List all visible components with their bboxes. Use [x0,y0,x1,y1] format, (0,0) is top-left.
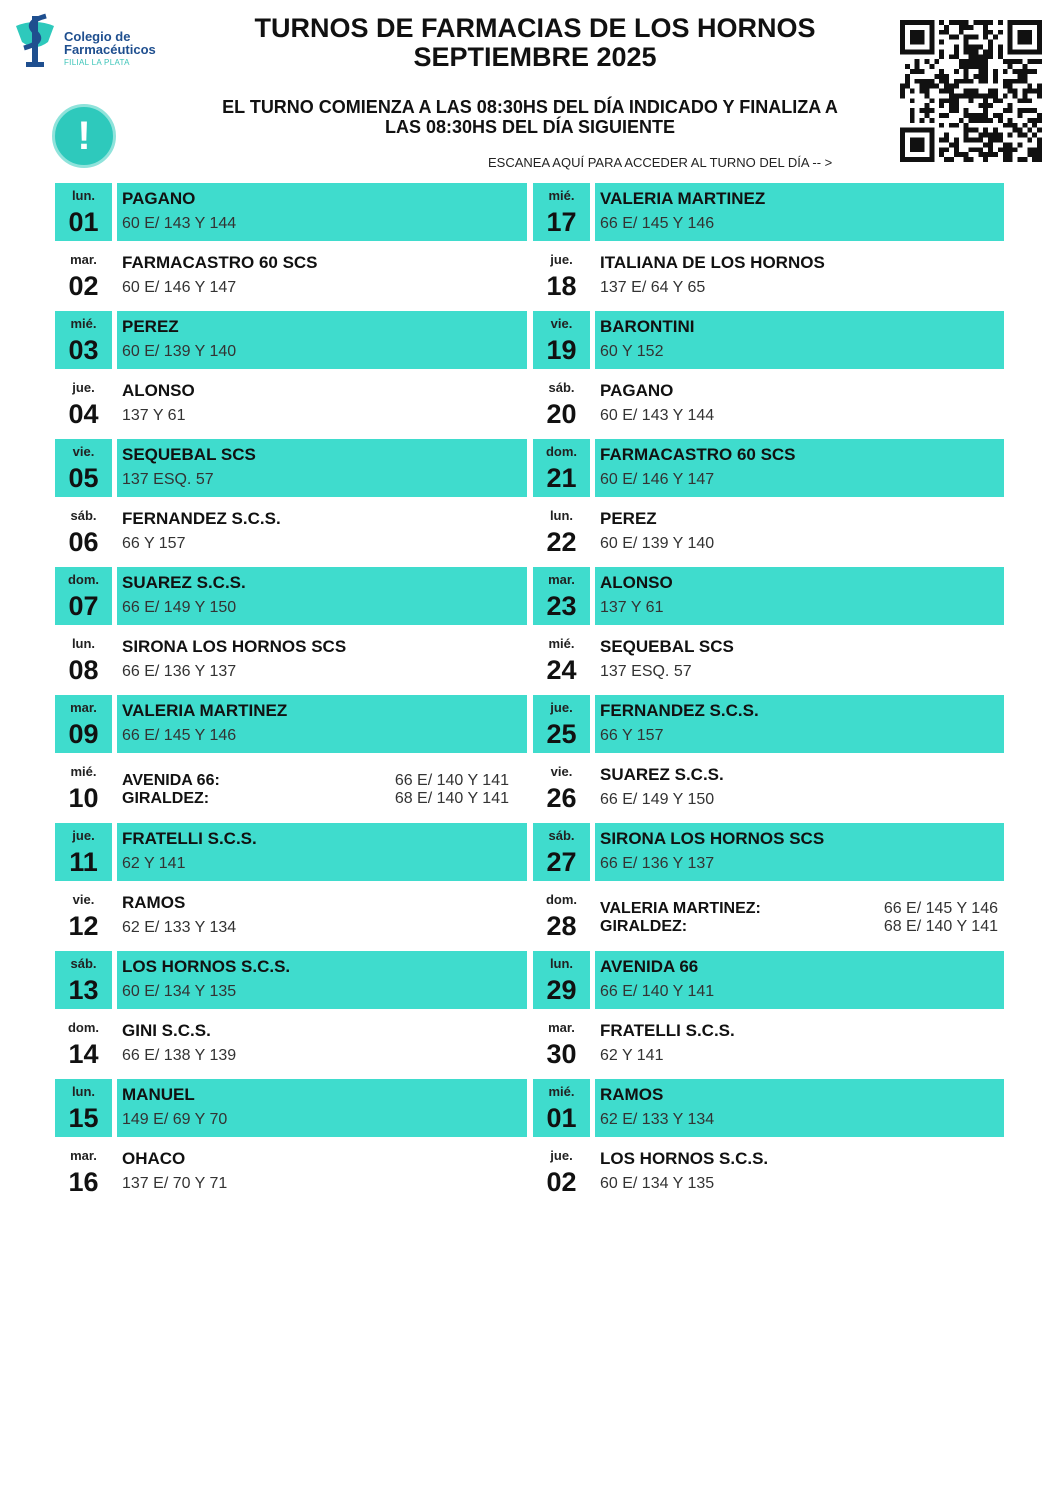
date-box [533,247,590,305]
date-box [533,1079,590,1137]
date-box [533,887,590,945]
weekday-label: mar. [548,1020,575,1035]
day-number: 23 [546,591,577,621]
qr-code-icon[interactable] [900,20,1042,162]
pharmacy-info [595,311,1004,369]
date-box [55,1143,112,1201]
notice-line-2: LAS 08:30HS DEL DÍA SIGUIENTE [384,117,676,137]
day-number: 02 [546,1167,577,1197]
pharmacy-name: SEQUEBAL SCS [600,637,734,656]
day-number: 01 [546,1103,577,1133]
pharmacy-name: SIRONA LOS HORNOS SCS [122,637,347,656]
pharmacy-address: 60 E/ 146 Y 147 [600,471,715,488]
title-line-2: SEPTIEMBRE 2025 [413,42,657,72]
pharmacy-name: GIRALDEZ: [122,790,210,807]
pharmacy-address: 66 E/ 136 Y 137 [600,855,715,872]
day-number: 05 [68,463,99,493]
date-box [55,183,112,241]
pharmacy-info [595,503,1004,561]
left-column [55,183,527,1207]
weekday-label: dom. [545,892,578,907]
weekday-label: jue. [72,828,95,843]
date-box [55,887,112,945]
pharmacy-address: 62 E/ 133 Y 134 [122,919,237,936]
pharmacy-info [117,823,527,881]
pharmacy-address: 137 E/ 64 Y 65 [600,279,706,296]
pharmacy-name: AVENIDA 66: [122,772,220,789]
pharmacy-name: BARONTINI [600,317,695,336]
schedule-row [55,1143,527,1201]
weekday-label: mié. [70,316,97,331]
pharmacy-name: OHACO [122,1149,186,1168]
day-number: 30 [546,1039,577,1069]
day-number: 24 [546,655,577,685]
pharmacy-address: 66 E/ 149 Y 150 [600,791,715,808]
date-box [55,567,112,625]
date-box [55,823,112,881]
pharmacy-line [122,772,519,790]
weekday-label: lun. [71,1084,96,1099]
date-box [533,311,590,369]
alert-icon: ! [52,104,116,168]
pharmacy-line [600,918,996,936]
pharmacy-list [600,900,996,936]
pharmacy-info [595,823,1004,881]
pharmacy-name: SIRONA LOS HORNOS SCS [600,829,825,848]
weekday-label: mié. [548,1084,575,1099]
pharmacy-info [595,1143,1004,1201]
schedule-row [55,439,527,497]
weekday-label: mié. [548,636,575,651]
weekday-label: mié. [70,764,97,779]
date-box [533,439,590,497]
caduceus-logo-icon [10,12,60,70]
pharmacy-address: 137 Y 61 [122,407,186,424]
date-box [533,823,590,881]
weekday-label: sáb. [548,380,575,395]
pharmacy-info [595,951,1004,1009]
date-box [55,311,112,369]
pharmacy-info [595,183,1004,241]
day-number: 22 [546,527,577,557]
pharmacy-address: 60 E/ 139 Y 140 [600,535,715,552]
day-number: 17 [546,207,577,237]
day-number: 12 [68,911,99,941]
pharmacy-address: 66 Y 157 [122,535,186,552]
date-box [55,439,112,497]
day-number: 21 [546,463,577,493]
pharmacy-name: GINI S.C.S. [122,1021,211,1040]
schedule-row [55,311,527,369]
schedule-row [533,951,1004,1009]
day-number: 29 [546,975,577,1005]
pharmacy-info [117,631,527,689]
date-box [55,759,112,817]
pharmacy-info [117,951,527,1009]
weekday-label: vie. [72,892,95,907]
schedule-row [533,375,1004,433]
page-title [200,14,870,72]
pharmacy-name: LOS HORNOS S.C.S. [122,957,291,976]
pharmacy-info [117,311,527,369]
pharmacy-name: ALONSO [122,381,195,400]
day-number: 16 [68,1167,99,1197]
logo-line-3: FILIAL LA PLATA [64,58,130,67]
schedule-row [533,439,1004,497]
pharmacy-name: PEREZ [122,317,179,336]
pharmacy-name: MANUEL [122,1085,195,1104]
pharmacy-name: PAGANO [122,189,196,208]
date-box [55,247,112,305]
pharmacy-info [595,631,1004,689]
pharmacy-list [122,772,519,808]
pharmacy-name: VALERIA MARTINEZ [122,701,288,720]
weekday-label: lun. [549,956,574,971]
pharmacy-address: 66 E/ 140 Y 141 [600,983,715,1000]
pharmacy-info [595,1015,1004,1073]
day-number: 09 [68,719,99,749]
schedule-row [55,183,527,241]
schedule-row [533,247,1004,305]
weekday-label: vie. [550,316,573,331]
schedule-row [533,887,1004,945]
pharmacy-address: 60 E/ 143 Y 144 [600,407,715,424]
pharmacy-info [117,1079,527,1137]
day-number: 06 [68,527,99,557]
schedule-row [55,1015,527,1073]
pharmacy-info [595,695,1004,753]
day-number: 04 [68,399,99,429]
day-number: 01 [68,207,99,237]
day-number: 28 [546,911,577,941]
day-number: 14 [68,1039,99,1069]
schedule-notice [185,97,875,137]
day-number: 11 [69,847,98,877]
pharmacy-name: SUAREZ S.C.S. [122,573,246,592]
pharmacy-address: 62 E/ 133 Y 134 [600,1111,715,1128]
date-box [55,1015,112,1073]
day-number: 18 [546,271,577,301]
pharmacy-name: PAGANO [600,381,674,400]
date-box [55,503,112,561]
pharmacy-address: 62 Y 141 [122,855,186,872]
pharmacy-address: 66 E/ 145 Y 146 [122,727,237,744]
schedule-row [55,823,527,881]
pharmacy-name: FRATELLI S.C.S. [122,829,257,848]
pharmacy-address: 66 E/ 138 Y 139 [122,1047,237,1064]
day-number: 13 [68,975,99,1005]
day-number: 25 [546,719,577,749]
weekday-label: dom. [545,444,578,459]
weekday-label: lun. [549,508,574,523]
date-box [55,375,112,433]
pharmacy-info [117,247,527,305]
pharmacy-name: FERNANDEZ S.C.S. [122,509,281,528]
day-number: 19 [546,335,577,365]
weekday-label: jue. [550,1148,573,1163]
pharmacy-name: LOS HORNOS S.C.S. [600,1149,769,1168]
pharmacy-name: FRATELLI S.C.S. [600,1021,735,1040]
pharmacy-address: 66 E/ 149 Y 150 [122,599,237,616]
schedule-row [533,1015,1004,1073]
pharmacy-address: 66 E/ 136 Y 137 [122,663,237,680]
scan-instruction: ESCANEA AQUÍ PARA ACCEDER AL TURNO DEL DÍA -- > [488,155,833,170]
weekday-label: jue. [72,380,95,395]
day-number: 15 [68,1103,99,1133]
pharmacy-info [117,567,527,625]
day-number: 02 [68,271,99,301]
schedule-row [533,631,1004,689]
pharmacy-address: 137 ESQ. 57 [122,471,214,488]
pharmacy-info [117,887,527,945]
pharmacy-address: 60 E/ 143 Y 144 [122,215,237,232]
schedule-row [55,695,527,753]
pharmacy-address: 66 Y 157 [600,727,664,744]
weekday-label: mar. [70,700,97,715]
pharmacy-address: 66 E/ 145 Y 146 [883,900,998,917]
schedule-row [533,695,1004,753]
pharmacy-name: RAMOS [122,893,186,912]
logo-line-1: Colegio de [64,29,131,44]
date-box [533,759,590,817]
schedule-row [533,183,1004,241]
pharmacy-info [117,503,527,561]
pharmacy-info [595,567,1004,625]
weekday-label: lun. [71,636,96,651]
pharmacy-line [600,900,996,918]
pharmacy-name: SUAREZ S.C.S. [600,765,724,784]
weekday-label: vie. [72,444,95,459]
title-line-1: TURNOS DE FARMACIAS DE LOS HORNOS [254,13,816,43]
weekday-label: mar. [70,1148,97,1163]
schedule-row [55,759,527,817]
schedule-row [533,567,1004,625]
pharmacy-info [117,695,527,753]
schedule-row [533,311,1004,369]
pharmacy-name: PEREZ [600,509,657,528]
pharmacy-address: 60 Y 152 [600,343,664,360]
pharmacy-address: 66 E/ 140 Y 141 [394,772,509,789]
day-number: 08 [68,655,99,685]
pharmacy-name: FARMACASTRO 60 SCS [600,445,796,464]
weekday-label: mié. [548,188,575,203]
weekday-label: sáb. [70,508,97,523]
date-box [533,183,590,241]
date-box [55,695,112,753]
weekday-label: jue. [550,252,573,267]
schedule-row [55,567,527,625]
weekday-label: dom. [67,572,100,587]
schedule-row [55,247,527,305]
date-box [533,1143,590,1201]
pharmacy-address: 68 E/ 140 Y 141 [883,918,998,935]
date-box [55,1079,112,1137]
weekday-label: mar. [70,252,97,267]
day-number: 26 [546,783,577,813]
schedule-row [55,631,527,689]
pharmacy-info [595,1079,1004,1137]
pharmacy-name: SEQUEBAL SCS [122,445,256,464]
date-box [55,951,112,1009]
pharmacy-name: VALERIA MARTINEZ [600,189,766,208]
schedule-row [533,503,1004,561]
pharmacy-address: 60 E/ 146 Y 147 [122,279,237,296]
notice-line-1: EL TURNO COMIENZA A LAS 08:30HS DEL DÍA INDICADO Y FINALIZA A [222,97,838,117]
pharmacy-info [595,887,1004,945]
schedule-row [533,1143,1004,1201]
schedule-row [55,1079,527,1137]
date-box [533,375,590,433]
pharmacy-name: FARMACASTRO 60 SCS [122,253,318,272]
schedule-row [533,1079,1004,1137]
pharmacy-name: ALONSO [600,573,673,592]
weekday-label: sáb. [548,828,575,843]
weekday-label: mar. [548,572,575,587]
pharmacy-name: AVENIDA 66 [600,957,699,976]
pharmacy-name: RAMOS [600,1085,664,1104]
logo-line-2: Farmacéuticos [64,42,156,57]
right-column [533,183,1004,1207]
weekday-label: vie. [550,764,573,779]
pharmacy-info [117,439,527,497]
schedule-row [533,759,1004,817]
pharmacy-info [595,759,1004,817]
date-box [533,631,590,689]
schedule-row [533,823,1004,881]
date-box [533,567,590,625]
pharmacy-line [122,790,519,808]
date-box [55,631,112,689]
pharmacy-address: 137 Y 61 [600,599,664,616]
date-box [533,695,590,753]
pharmacy-address: 62 Y 141 [600,1047,664,1064]
schedule-row [55,887,527,945]
pharmacy-name: VALERIA MARTINEZ: [600,900,761,917]
pharmacy-address: 149 E/ 69 Y 70 [122,1111,228,1128]
day-number: 03 [68,335,99,365]
weekday-label: jue. [550,700,573,715]
pharmacy-name: ITALIANA DE LOS HORNOS [600,253,825,272]
date-box [533,1015,590,1073]
date-box [533,503,590,561]
pharmacy-address: 137 ESQ. 57 [600,663,692,680]
weekday-label: sáb. [70,956,97,971]
weekday-label: lun. [71,188,96,203]
schedule-row [55,375,527,433]
pharmacy-name: GIRALDEZ: [600,918,688,935]
pharmacy-info [117,1143,527,1201]
pharmacy-address: 137 E/ 70 Y 71 [122,1175,228,1192]
day-number: 27 [546,847,577,877]
day-number: 07 [68,591,99,621]
logo [10,12,170,72]
weekday-label: dom. [67,1020,100,1035]
pharmacy-address: 66 E/ 145 Y 146 [600,215,715,232]
pharmacy-address: 60 E/ 139 Y 140 [122,343,237,360]
pharmacy-info [117,1015,527,1073]
day-number: 20 [546,399,577,429]
pharmacy-name: FERNANDEZ S.C.S. [600,701,759,720]
pharmacy-info [595,375,1004,433]
day-number: 10 [68,783,99,813]
pharmacy-info [117,183,527,241]
pharmacy-info [595,439,1004,497]
schedule-row [55,951,527,1009]
pharmacy-address: 68 E/ 140 Y 141 [394,790,509,807]
pharmacy-info [117,375,527,433]
date-box [533,951,590,1009]
pharmacy-info [117,759,527,817]
pharmacy-address: 60 E/ 134 Y 135 [122,983,237,1000]
schedule-row [55,503,527,561]
pharmacy-address: 60 E/ 134 Y 135 [600,1175,715,1192]
pharmacy-info [595,247,1004,305]
